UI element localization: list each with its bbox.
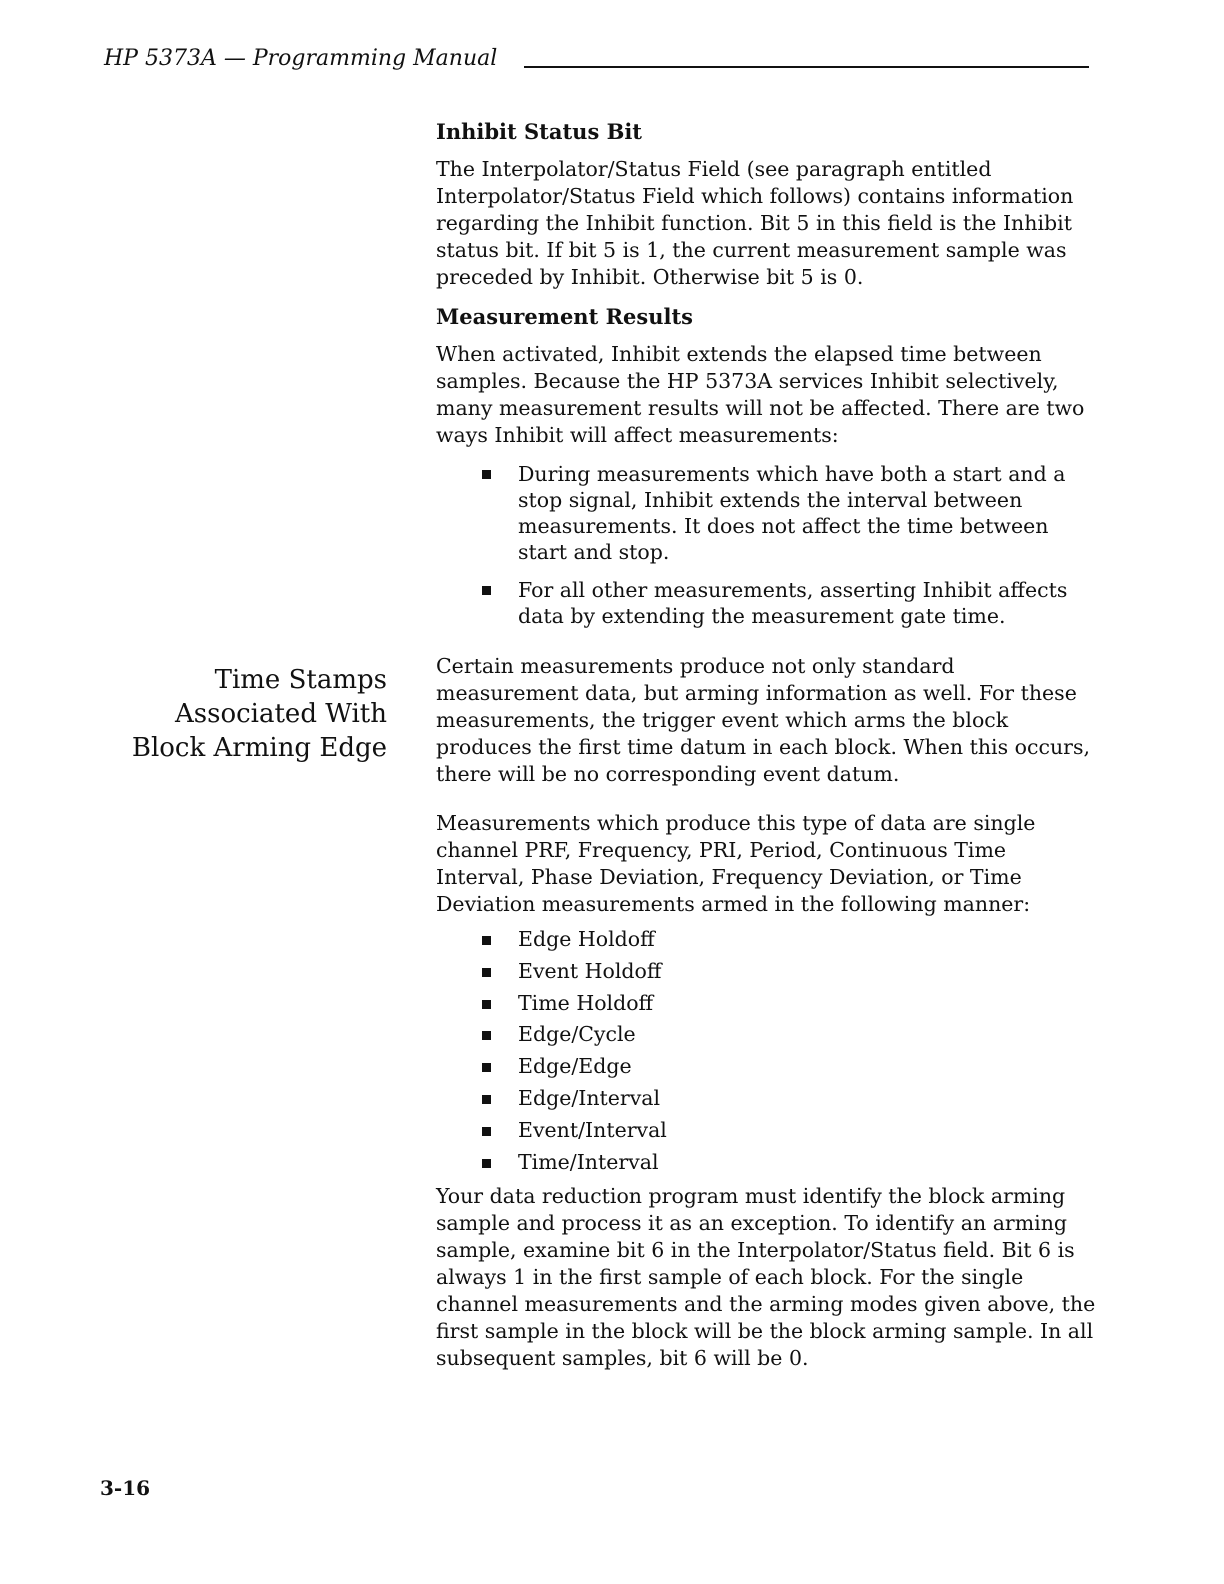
bullet-icon — [482, 1063, 491, 1072]
time-stamps-paragraph-3: Your data reduction program must identify the block arming sample and process it as an exception. To identify an arming sample, examine bit 6 in the Interpolator/Status field. Bit 6 is always 1 in the first sample of each block. For the single channel measurements and the arming modes given above, the first sample in the block will be the block arming sample. In all subsequent samples, bit 6 will be 0. — [436, 1183, 1096, 1370]
list-item-text: During measurements which have both a start and a stop signal, Inhibit extends the interval between measurements. It does not affect the time between start and stop. — [518, 462, 1066, 564]
list-item-text: Edge/Interval — [518, 1085, 661, 1110]
list-item-text: Time/Interval — [518, 1149, 659, 1174]
side-heading-line: Associated With — [174, 699, 387, 729]
main-column — [436, 118, 1096, 1384]
list-item-text: Event/Interval — [518, 1117, 667, 1142]
bullet-icon — [482, 1000, 491, 1009]
list-item — [436, 577, 1096, 629]
bullet-icon — [482, 1095, 491, 1104]
list-item-text: Edge/Edge — [518, 1054, 632, 1079]
inhibit-status-bit-heading: Inhibit Status Bit — [436, 119, 643, 144]
list-item — [436, 926, 1096, 952]
bullet-icon — [482, 1127, 491, 1136]
list-item-text: Time Holdoff — [518, 990, 654, 1015]
bullet-icon — [482, 1159, 491, 1168]
inhibit-status-paragraph: The Interpolator/Status Field (see paragraph entitled Interpolator/Status Field which follows) contains information regarding the Inhibit function. Bit 5 in this field is the Inhibit status bit. If bit 5 is 1, the current measurement sample was preceded by Inhibit. Otherwise bit 5 is 0. — [436, 157, 1074, 289]
inhibit-effects-list — [436, 461, 1096, 629]
list-item — [436, 958, 1096, 984]
list-item — [436, 990, 1096, 1016]
list-item — [436, 1117, 1096, 1143]
measurement-results-heading: Measurement Results — [436, 304, 693, 329]
arming-modes-list — [436, 926, 1096, 1175]
manual-title: HP 5373A — Programming Manual — [104, 46, 498, 71]
list-item — [436, 1021, 1096, 1047]
page-number: 3-16 — [100, 1476, 151, 1500]
side-heading-time-stamps — [67, 663, 387, 765]
list-item-text: For all other measurements, asserting Inhibit affects data by extending the measurement gate time. — [518, 578, 1068, 628]
bullet-icon — [482, 470, 491, 479]
list-item-text: Edge/Cycle — [518, 1022, 636, 1047]
bullet-icon — [482, 1031, 491, 1040]
time-stamps-paragraph-1: Certain measurements produce not only standard measurement data, but arming information as well. For these measurements, the trigger event which arms the block produces the first time datum in each block. When this occurs, there will be no corresponding event datum. — [436, 654, 1090, 786]
page-header — [104, 46, 1089, 78]
list-item — [436, 1149, 1096, 1175]
bullet-icon — [482, 586, 491, 595]
list-item — [436, 1053, 1096, 1079]
header-rule — [524, 66, 1089, 68]
measurement-results-paragraph: When activated, Inhibit extends the elapsed time between samples. Because the HP 5373A services Inhibit selectively, many measurement results will not be affected. There are two ways Inhibit will affect measurements: — [436, 342, 1085, 447]
list-item — [436, 1085, 1096, 1111]
time-stamps-paragraph-2: Measurements which produce this type of data are single channel PRF, Frequency, PRI, Period, Continuous Time Interval, Phase Deviation, Frequency Deviation, or Time Deviation measurements armed in the following manner: — [436, 811, 1036, 916]
list-item-text: Edge Holdoff — [518, 927, 655, 951]
bullet-icon — [482, 936, 491, 945]
list-item-text: Event Holdoff — [518, 958, 662, 983]
side-heading-line: Time Stamps — [214, 665, 387, 695]
list-item — [436, 461, 1096, 565]
bullet-icon — [482, 968, 491, 977]
side-heading-line: Block Arming Edge — [131, 733, 387, 763]
